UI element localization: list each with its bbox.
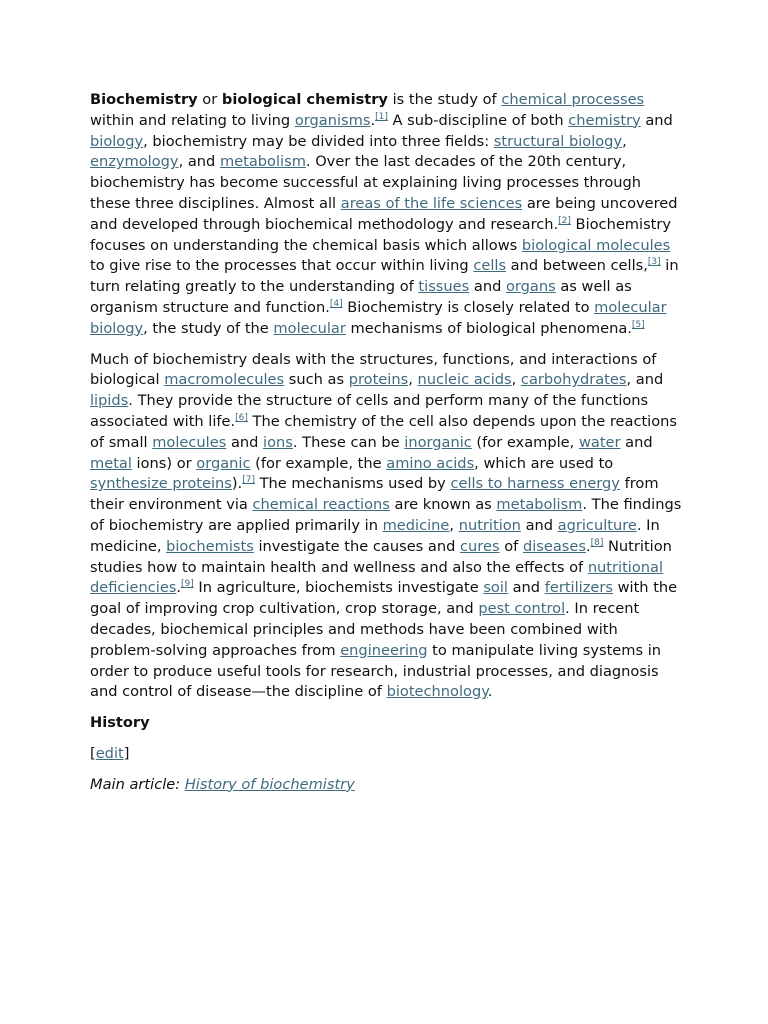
text: is the study of [387,91,502,108]
text: ions) or [131,454,197,472]
link-molecular[interactable]: molecular [273,319,346,337]
link-fertilizers[interactable]: fertilizers [544,579,613,597]
text: and [520,516,558,534]
text: ). [231,475,243,493]
link-metabolism-2[interactable]: metabolism [496,496,583,514]
link-inorganic[interactable]: inorganic [404,433,472,451]
citation-4[interactable] [330,299,343,309]
text: of [499,537,523,555]
citation-7[interactable] [242,475,255,485]
link-molecules[interactable]: molecules [152,433,227,451]
text: , biochemistry may be divided into three fields: [143,132,494,150]
text: investigate the causes and [253,537,461,555]
link-diseases[interactable]: diseases [522,537,586,555]
citation-link-7[interactable]: [7] [242,475,255,486]
text: , the study of the [143,319,274,337]
article-body [90,90,682,796]
text: or [197,91,222,108]
link-chemical-processes[interactable]: chemical processes [501,91,645,108]
text: and [620,433,653,451]
link-biotechnology[interactable]: biotechnology [386,683,488,701]
edit-bracket-open: [ [90,744,96,762]
citation-5[interactable] [632,320,645,330]
link-lipids[interactable]: lipids [90,392,129,410]
history-heading: History [90,714,150,732]
link-biological-molecules[interactable]: biological molecules [521,236,671,254]
text: The chemistry of the cell also depends upon the reactions of small [90,412,678,451]
link-molecular-biology[interactable]: molecular biology [90,298,667,337]
link-structural-biology[interactable]: structural biology [493,132,623,150]
text: , [449,516,459,534]
text: from their environment via [90,475,659,514]
link-enzymology[interactable]: enzymology [90,153,179,171]
text: , and [178,153,220,171]
link-nutrition[interactable]: nutrition [458,516,521,534]
text: In agriculture, biochemists investigate [193,579,484,597]
text: such as [284,371,349,389]
link-engineering[interactable]: engineering [340,641,428,659]
text: Nutrition studies how to maintain health and wellness and also the effects of [90,537,672,576]
text: , [622,132,627,150]
text: Biochemistry focuses on understanding the chemical basis which allows [90,215,672,254]
text: A sub-discipline of both [387,111,569,129]
link-cells-to-harness-energy[interactable]: cells to harness energy [450,475,620,493]
text: , [408,371,418,389]
citation-3[interactable] [648,257,661,267]
link-proteins[interactable]: proteins [348,371,409,389]
citation-link-4[interactable]: [4] [329,298,343,309]
text: (for example, [471,433,579,451]
text: are known as [389,496,497,514]
link-organisms[interactable]: organisms [294,111,371,129]
text: . In medicine, [90,516,660,555]
link-macromolecules[interactable]: macromolecules [164,371,285,389]
intro-paragraph [90,90,682,340]
citation-8[interactable] [591,538,604,548]
link-nutritional-deficiencies[interactable]: nutritional deficiencies [90,558,664,597]
citation-link-5[interactable]: [5] [631,319,645,330]
text: as well as organism structure and function. [90,278,632,316]
text: . They provide the structure of cells and perform many of the functions associated with life. [90,392,649,430]
citation-9[interactable] [181,579,194,589]
main-article-note [90,775,682,796]
link-organic[interactable]: organic [196,454,251,472]
text: . The findings of biochemistry are applied primarily in [90,496,682,534]
text: to manipulate living systems in order to produce useful tools for research, industrial processes, and diagnosis and control of disease—the discipline of [90,641,662,701]
text: with the goal of improving crop cultivation, crop storage, and [90,579,678,618]
text: . In recent decades, biochemical principles and methods have been combined with problem-solving approaches from [90,600,640,659]
text: in turn relating greatly to the understanding of [90,257,679,296]
link-cures[interactable]: cures [460,537,500,555]
text: Biochemistry is closely related to [342,298,595,316]
edit-bracket-close: ] [123,744,130,762]
link-soil[interactable]: soil [483,579,508,597]
text: and [469,278,506,296]
text: . Over the last decades of the 20th century, biochemistry has become successful at explaining living processes through these three disciplines. Almost all [90,153,642,212]
main-article-label: Main article: [90,775,185,793]
text: are being uncovered and developed through biochemical methodology and research. [90,194,678,233]
link-chemical-reactions[interactable]: chemical reactions [252,496,390,514]
citation-link-2[interactable]: [2] [558,215,571,226]
text: . [176,579,182,597]
text: and between cells, [506,257,648,275]
citation-link-8[interactable]: [8] [590,537,604,548]
citation-link-9[interactable]: [9] [181,579,194,590]
link-water[interactable]: water [578,433,621,451]
citation-1[interactable] [375,112,388,122]
link-agriculture[interactable]: agriculture [557,516,637,534]
applications-paragraph [90,350,682,704]
citation-2[interactable] [558,216,571,226]
text: , [511,371,521,389]
term-biological-chemistry: biological chemistry [221,91,388,108]
citation-link-3[interactable]: [3] [647,257,661,268]
text: within and relating to living [90,111,295,129]
text: Much of biochemistry deals with the structures, functions, and interactions of biological [90,350,657,389]
citation-6[interactable] [235,413,248,423]
link-history-of-biochemistry[interactable]: History of biochemistry [184,775,355,793]
link-nucleic-acids[interactable]: nucleic acids [417,371,512,389]
link-amino-acids[interactable]: amino acids [386,454,475,472]
citation-link-6[interactable]: [6] [235,412,248,423]
link-carbohydrates[interactable]: carbohydrates [520,371,627,389]
link-biochemists[interactable]: biochemists [166,537,254,555]
link-cells[interactable]: cells [473,257,507,275]
text: . [585,537,591,555]
edit-section [90,744,682,765]
link-metabolism[interactable]: metabolism [219,153,306,171]
text: to give rise to the processes that occur within living [90,257,474,275]
text: and [507,579,545,597]
term-biochemistry: Biochemistry [90,91,198,108]
link-metal[interactable]: metal [90,454,132,472]
text: mechanisms of biological phenomena. [345,319,632,337]
link-pest-control[interactable]: pest control [478,600,566,618]
text: , and [626,371,664,389]
edit-link[interactable]: edit [95,744,124,762]
link-organs[interactable]: organs [505,278,556,296]
link-ions[interactable]: ions [263,433,293,451]
text: The mechanisms used by [254,475,451,493]
text: . [487,683,493,701]
text: . These can be [292,433,405,451]
link-areas-of-the-life-sciences[interactable]: areas of the life sciences [340,194,523,212]
citation-link-1[interactable]: [1] [375,111,388,122]
link-tissues[interactable]: tissues [418,278,470,296]
text: (for example, the [250,454,387,472]
link-chemistry[interactable]: chemistry [568,111,641,129]
link-medicine[interactable]: medicine [382,516,450,534]
link-synthesize-proteins[interactable]: synthesize proteins [90,475,232,493]
link-biology[interactable]: biology [90,132,144,150]
text: and [226,433,264,451]
text: and [640,111,673,129]
text: . [370,111,376,129]
text: , which are used to [474,454,614,472]
